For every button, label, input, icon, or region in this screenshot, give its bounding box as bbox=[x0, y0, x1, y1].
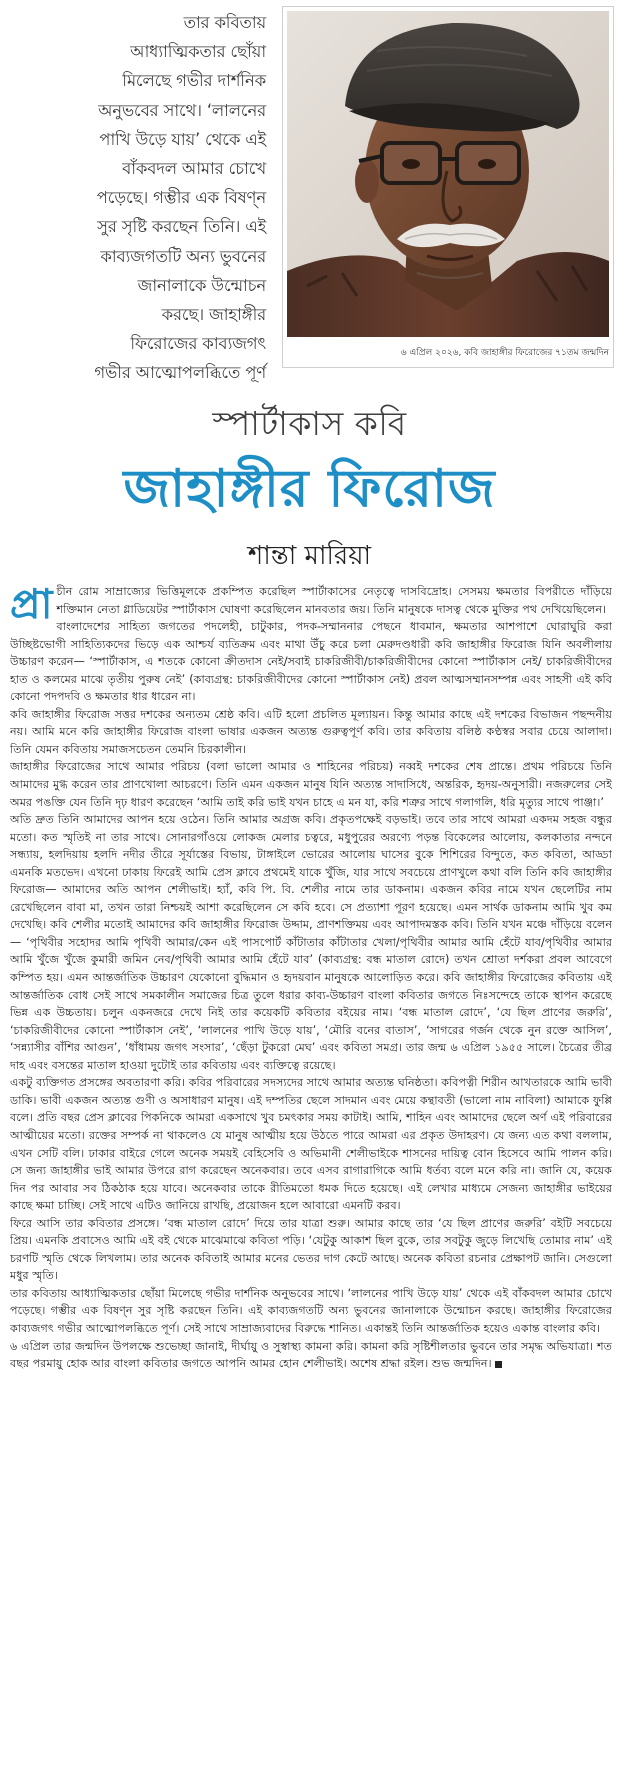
drop-cap: প্রা bbox=[10, 583, 53, 628]
pull-quote-line: অনুভবের সাথে। ‘লালনের bbox=[98, 100, 266, 120]
article-body bbox=[10, 583, 612, 1771]
article-paragraph: জাহাঙ্গীর ফিরোজের সাথে আমার পরিচয় (বলা ভালো আমার ও শাহিনের পরিচয়) নব্বই দশকের শেষ প্রান্তে। প্রথম পরিচয়ে তিনি আমাদের মুগ্ধ করেন তার প্রাণখোলা আচরণে। তিনি এমন একজন মানুষ যিনি অত্যন্ত সাদাসিধে, অন্তরিক, হৃদয়-অনুসারী। নজরুলের সেই অমর পঙক্তি যেন তিনি দৃঢ় ধারণ করেছেন ‘আমি তাই করি ভাই যখন চাহে এ মন যা, করি শত্রুর সাথে গলাগলি, ধরি মৃত্যুর সাথে পাঞ্জা।’ bbox=[10, 760, 612, 809]
end-mark-icon bbox=[495, 1361, 502, 1368]
pull-quote-line: তার কবিতায় bbox=[183, 13, 266, 32]
portrait-photo bbox=[287, 11, 609, 337]
portrait-photo-frame bbox=[282, 6, 614, 368]
article-paragraph: বাংলাদেশের সাহিত্য জগতের পদলেহী, চাটুকার, পদক-সম্মাননার পেছনে ধাবমান, ক্ষমতার আশপাশে ঘোরাঘুরি করা উচ্ছিষ্টভোগী সাহিত্যিকদের ভিড়ে এক আশ্চর্য ব্যতিক্রম এবং মাথা উঁচু করে চলা মেরুদণ্ডধারী কবি জাহাঙ্গীর ফিরোজ যিনি অবলীলায় উচ্চারণ করেন— ‘স্পার্টাকাস, এ শতকে কোনো ক্রীতদাস নেই/সবাই চাকরিজীবী/চাকরিজীবীদের কোনো স্পার্টাকাস নেই/ চাকরিজীবীদের হাত ও কলমের মাঝে তৃতীয় পুরুষ নেই’ (কাব্যগ্রন্থ: চাকরিজীবীদের কোনো স্পার্টাকাস নেই) প্রবল আত্মসম্মানসম্পন্ন এবং সাহসী এই কবি কোনো পদপদবি ও ক্ষমতার ধার ধারেন না। bbox=[10, 620, 612, 704]
portrait-illustration bbox=[287, 11, 609, 337]
article-paragraph: কবি জাহাঙ্গীর ফিরোজ সত্তর দশকের অন্যতম শ্রেষ্ঠ কবি। এটি হলো প্রচলিত মূল্যায়ন। কিন্তু আমার কাছে এই দশকের বিভাজন পছন্দনীয় নয়। আমি মনে করি জাহাঙ্গীর ফিরোজ বাংলা ভাষার একজন অত্যন্ত গুরুত্বপূর্ণ কবি। তার কবিতায় বলিষ্ঠ কণ্ঠস্বর সবার চেয়ে আলাদা। তিনি যেমন কবিতায় সমাজসচেতন তেমনি চিরকালীন। bbox=[10, 707, 612, 756]
paragraph-text: ৬ এপ্রিল তার জন্মদিন উপলক্ষে শুভেচ্ছা জানাই, দীর্ঘায়ু ও সুস্বাস্থ্য কামনা করি। কামনা করি সৃষ্টিশীলতার ভুবনে তার সমৃদ্ধ অভিযাত্রা। শত বছর পরমায়ু হোক আর বাংলা কবিতার জগতে আপনি আমর হোন শেলীভাই। অশেষ শ্রদ্ধা রইল। শুভ জন্মদিন। bbox=[10, 1339, 612, 1371]
pull-quote bbox=[8, 8, 266, 388]
pull-quote-line: গভীর আত্মোপলব্ধিতে পূর্ণ bbox=[94, 363, 266, 383]
pull-quote-line: মিলেছে গভীর দার্শনিক bbox=[122, 71, 266, 91]
pull-quote-line: আধ্যাত্মিকতার ছোঁয়া bbox=[130, 42, 266, 62]
article-paragraph: অতি দ্রুত তিনি আমাদের আপন হয়ে ওঠেন। তিনি আমার অগ্রজ কবি। প্রকৃতপক্ষেই বড়ভাই। তবে তার সাথে আমরা একদম সহজ বন্ধুর মতো। কত স্মৃতিই না তার সাথে। সোনারগাঁওয়ে লোকজ মেলার চত্বরে, মধুপুরের অরণ্যে পড়ন্ত বিকেলের আলোয়, কলকাতার নন্দনে সন্ধ্যায়, হলদিয়ায় হলদি নদীর তীরে সূর্যাস্তের বিভায়, টাঙ্গাইলে ভোরের আলোয় ঘাসের বুকে শিশিরের বিন্দুতে, কত কবিতা, আড্ডা এমনকি মতভেদ। এখনো ঢাকায় ফিরেই আমি প্রেস ক্লাবে প্রথমেই যাকে খুঁজি, যার সাথে সবচেয়ে প্রাণখুলে কথা বলি তিনি কবি জাহাঙ্গীর ফিরোজ— আমাদের অতি আপন শেলীভাই। হ্যাঁ, কবি পি. বি. শেলীর নামে তার ডাকনাম। একজন কবির নামে যখন ছেলেটির নাম রেখেছিলেন বাবা মা, তখন তারা নিশ্চয়ই আশা করেছিলেন সে কবি হবে। সে প্রত্যাশা পূরণ হয়েছে। এমন সার্থক ডাকনাম আমি খুব কম দেখেছি। কবি শেলীর মতোই আমাদের কবি জাহাঙ্গীর ফিরোজ উদ্দাম, প্রাণশক্তিময় এবং আপাদমস্তক কবি। তিনি যখন মঞ্চে দাঁড়িয়ে বলেন— ‘পৃথিবীর সহোদর আমি পৃথিবী আমার/কেন এই পাসপোর্ট কাঁটাতার কাঁটাতার খেলা/পৃথিবীর আমার আমি হেঁটে যাব/পৃথিবীর আমার আমি খুঁজে খুঁজে কুমারী জমিন নেব/পৃথিবী আমার আমি হেঁটে যাব’ (কাব্যগ্রন্থ: বন্ধ মাতাল রোদে) তখন শ্রোতা দর্শকরা প্রবল আবেগে কম্পিত হয়। এমন আন্তর্জাতিক উচ্চারণ যেকোনো বুদ্ধিমান ও হৃদয়বান মানুষকে আলোড়িত করে। কবি জাহাঙ্গীর ফিরোজের কবিতায় এই আন্তর্জাতিক বোধ সেই সাথে সমকালীন সমাজের চিত্র তুলে ধরার কাব্য-উচ্চারণ বাংলা কবিতার জগতে নিঃসন্দেহে তাকে স্থাপন করেছে ভিন্ন এক উচ্চতায়। চলুন একনজরে দেখে নিই তার কয়েকটি কবিতার বইয়ের নাম। ‘বন্ধ মাতাল রোদে’, ‘যে ছিল প্রাণের জরুরি’, ‘চাকরিজীবীদের কোনো স্পার্টাকাস নেই’, ‘লালনের পাখি উড়ে যায়’, ‘মৌরি বনের বাতাস’, ‘সাগরের গর্জন থেকে নুন রক্তে আসিল’, ‘সন্ন্যাসীর বাঁশির আগুন’, ‘ধাঁধাময় জগৎ সংসার’, ‘ছেঁড়া টুকরো মেঘ’ এবং কবিতা সমগ্র। তার জন্ম ৬ এপ্রিল ১৯৫৫ সালে। চৈত্রের তীব্র দাহ এবং বসন্তের মাতাল হাওয়া দুটোই তার কবিতায় এবং ব্যক্তিত্বে রয়েছে। bbox=[10, 813, 612, 1072]
pull-quote-line: ফিরোজের কাব্যজগৎ bbox=[130, 334, 266, 354]
paragraph-text: চীন রোম সাম্রাজ্যের ভিত্তিমূলকে প্রকম্পিত করেছিল স্পার্টাকাসের নেতৃত্বে দাসবিদ্রোহ। সেসময় ক্ষমতার বিপরীতে দাঁড়িয়ে শক্তিমান নেতা গ্লাডিয়েটর স্পার্টাকাস ঘোষণা করেছিলেন মানবতার জয়। তিনি মানুষকে দাসত্ব থেকে মুক্তির পথ দেখিয়েছিলেন। bbox=[56, 585, 612, 616]
pull-quote-line: পাখি উড়ে যায়’ থেকে এই bbox=[99, 129, 266, 149]
article-paragraph: একটু ব্যক্তিগত প্রসঙ্গের অবতারণা করি। কবির পরিবারের সদস্যদের সাথে আমার অত্যন্ত ঘনিষ্ঠতা। কবিপত্নী শিরীন আখতারকে আমি ভাবী ডাকি। ভাবী একজন অত্যন্ত গুণী ও অসাধারণ মানুষ। এই দম্পতির ছেলে সাদমান এবং মেয়ে কন্থাবতী (ভালো নাম নাবিলা) আমাকে ফুপ্পি বলে। প্রতি বছর প্রেস ক্লাবের পিকনিকে আমরা একসাথে খুব চমৎকার সময় কাটাই। আমি, শাহিন এবং আমাদের ছেলে অর্ণ এই পরিবারের আত্মীয়ের মতো। রক্তের সম্পর্ক না থাকলেও যে মানুষ আত্মীয় হয়ে উঠতে পারে আমরা এর প্রকৃত উদাহরণ। যে জন্য এত কথা বললাম, এখন সেটি বলি। ঢাকার বাইরে গেলে অনেক সময়ই বেহিসেবি ও অভিমানী শেলীভাইকে শাসনের দায়িত্ব বোন হিসেবে আমি পালন করি। সে জন্য জাহাঙ্গীর ভাই আমার উপরে রাগ করেছেন অনেকবার। তবে এসব রাগারাগিকে আমি ধর্তব্য বলে মনে করি না। জানি যে, কয়েক দিন পর আবার সব ঠিকঠাক হয়ে যাবে। অনেকবার তাকে রীতিমতো ধমক দিতে হয়েছে। এই লেখার মাধ্যমে সেজন্য জাহাঙ্গীর ভাইয়ের কাছে ক্ষমা চাচ্ছি। সেই সাথে এটিও জানিয়ে রাখছি, প্রয়োজন হলে আবারো এমনটি করব। bbox=[10, 1076, 612, 1213]
pull-quote-line: পড়েছে। গম্ভীর এক বিষণ্ন bbox=[96, 188, 266, 208]
article-paragraph: ফিরে আসি তার কবিতার প্রসঙ্গে। ‘বন্ধ মাতাল রোদে’ দিয়ে তার যাত্রা শুরু। আমার কাছে তার ‘যে ছিল প্রাণের জরুরি’ বইটি সবচেয়ে প্রিয়। এমনকি প্রবাসেও আমি এই বই থেকে মাঝেমাঝে কবিতা পড়ি। ‘যেটুকু আকাশ ছিল বুকে, তার সবটুকু জুড়ে লিখেছি তোমার নাম’ এই চরণটি স্মৃতি থেকে লিখলাম। তার অনেক কবিতাই আমার মনের ভেতর দাগ কেটে আছে। অনেক কবিতা রচনার প্রেক্ষাপট জানি। সেগুলো মধুর স্মৃতি। bbox=[10, 1216, 612, 1283]
article-paragraph: তার কবিতায় আধ্যাত্মিকতার ছোঁয়া মিলেছে গভীর দার্শনিক অনুভবের সাথে। ‘লালনের পাখি উড়ে যায়’ থেকে এই বাঁকবদল আমার চোখে পড়েছে। গম্ভীর এক বিষণ্ন সুর সৃষ্টি করছেন তিনি। এই কাব্যজগতটি অন্য ভুবনের জানালাকে উন্মোচন করছে। জাহাঙ্গীর ফিরোজের কাব্যজগৎ গভীর আত্মোপলব্ধিতে পূর্ণ। সেই সাথে সাম্রাজ্যবাদের বিরুদ্ধে শানিত। একান্তই তিনি আন্তর্জাতিক হয়েও একান্ত বাংলার কবি। bbox=[10, 1286, 612, 1335]
author-byline: শান্তা মারিয়া bbox=[247, 541, 372, 571]
photo-caption: ৬ এপ্রিল ২০২৬, কবি জাহাঙ্গীর ফিরোজের ৭১তম জন্মদিন bbox=[400, 348, 609, 358]
article-paragraph bbox=[10, 583, 612, 628]
pull-quote-line: কাব্যজগতটি অন্য ভুবনের bbox=[100, 246, 266, 266]
headline-title: জাহাঙ্গীর ফিরোজ bbox=[123, 458, 496, 519]
pull-quote-line: করছে। জাহাঙ্গীর bbox=[161, 305, 266, 325]
headline-kicker: স্পার্টাকাস কবি bbox=[212, 404, 407, 443]
article-paragraph bbox=[10, 1338, 612, 1373]
pull-quote-line: বাঁকবদল আমার চোখে bbox=[122, 159, 266, 179]
pull-quote-line: জানালাকে উন্মোচন bbox=[137, 275, 266, 295]
pull-quote-line: সুর সৃষ্টি করছেন তিনি। এই bbox=[97, 217, 266, 237]
